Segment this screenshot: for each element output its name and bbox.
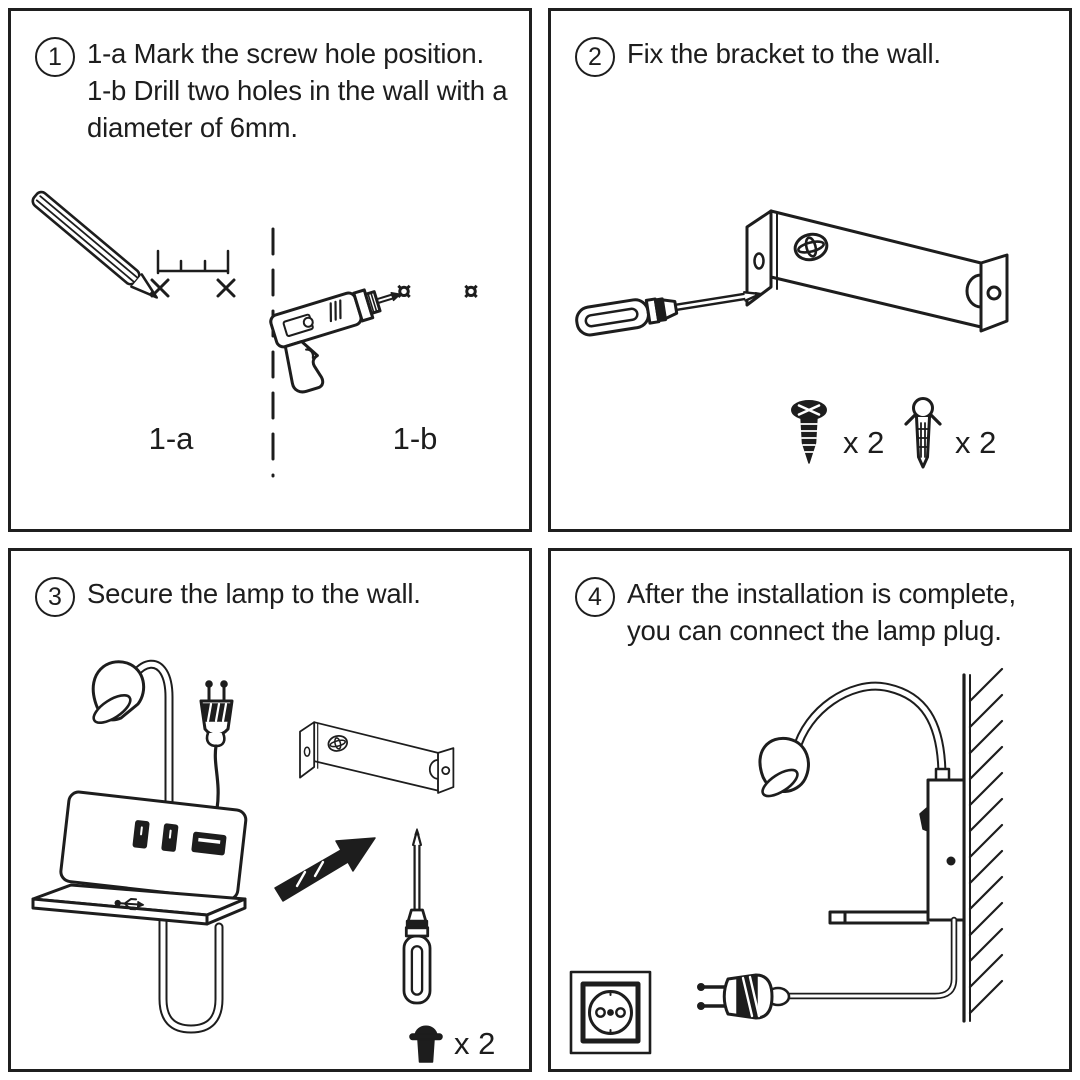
step-3-header xyxy=(35,575,519,617)
instruction-line: 1-a Mark the screw hole position. xyxy=(87,38,484,69)
wall-hatching xyxy=(964,669,1002,1021)
screwdriver-icon xyxy=(575,280,764,337)
power-plug-icon xyxy=(699,975,790,1018)
step-2-panel xyxy=(548,8,1072,532)
instruction-line: Fix the bracket to the wall. xyxy=(627,38,941,69)
step-4-number-badge: 4 xyxy=(575,577,615,617)
pencil-cross-marks xyxy=(152,280,234,296)
step-1-header xyxy=(35,35,519,146)
screw-quantity: x 2 xyxy=(454,1026,496,1061)
label-1a: 1-a xyxy=(148,421,194,456)
cable-loop xyxy=(163,917,219,1029)
label-1b: 1-b xyxy=(392,421,438,456)
lamp-shelf xyxy=(830,912,928,923)
screw-quantity: x 2 xyxy=(843,425,885,460)
step-2-header xyxy=(575,35,1059,77)
wall-bracket xyxy=(300,722,453,793)
anchor-quantity: x 2 xyxy=(955,425,997,460)
direction-arrow xyxy=(275,838,375,901)
wall-anchor-icon xyxy=(906,399,940,468)
drilled-hole-mark: ¤ xyxy=(396,276,412,306)
step-1-panel xyxy=(8,8,532,532)
drilled-hole-mark: ¤ xyxy=(463,276,479,306)
usb-port-icon xyxy=(192,832,226,855)
lamp-head xyxy=(759,738,809,801)
wall-bracket xyxy=(747,211,1007,331)
step-3-illustration xyxy=(11,551,529,1069)
lamp-cord xyxy=(785,920,954,996)
screw-icon xyxy=(410,1026,442,1062)
step-4-panel xyxy=(548,548,1072,1072)
step-2-number-badge: 2 xyxy=(575,37,615,77)
instruction-line: After the installation is complete, xyxy=(627,578,1016,609)
instruction-line: 1-b Drill two holes in the wall with a xyxy=(87,75,508,106)
screwdriver-icon xyxy=(404,829,430,1003)
lamp-back-panel xyxy=(60,791,247,901)
step-3-number-badge: 3 xyxy=(35,577,75,617)
screw-icon xyxy=(792,401,826,463)
lamp-head xyxy=(89,662,143,728)
step-2-illustration xyxy=(551,11,1069,529)
screw-dot xyxy=(947,857,956,866)
pencil-icon xyxy=(30,190,162,304)
lamp-body xyxy=(920,769,964,920)
instruction-line: you can connect the lamp plug. xyxy=(627,615,1002,646)
lamp-gooseneck xyxy=(796,686,942,777)
wall-socket-icon xyxy=(571,972,650,1053)
instruction-line: Secure the lamp to the wall. xyxy=(87,578,421,609)
step-4-header xyxy=(575,575,1059,649)
measure-marks xyxy=(158,251,228,273)
step-1-number-badge: 1 xyxy=(35,37,75,77)
instruction-line: diameter of 6mm. xyxy=(87,112,298,143)
switch-icon xyxy=(920,807,928,831)
step-3-panel xyxy=(8,548,532,1072)
power-plug-icon xyxy=(201,682,232,809)
